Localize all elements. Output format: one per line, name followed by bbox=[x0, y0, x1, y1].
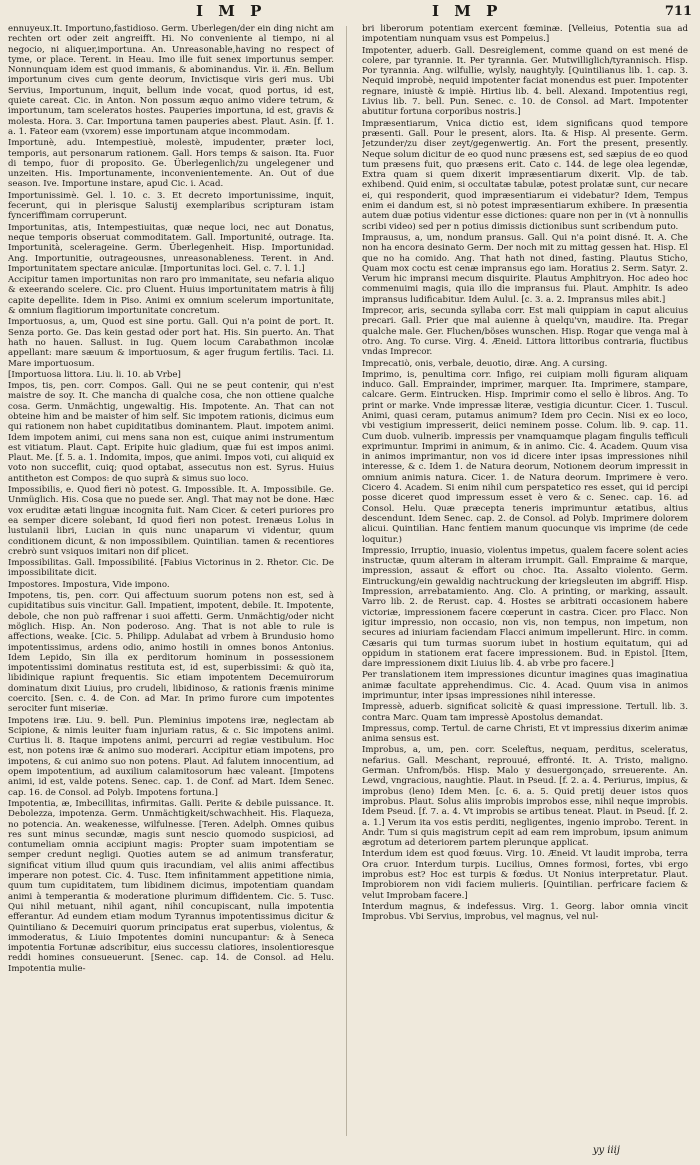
entry-importunus: ennuyeux.It. Importuno,fastidioso. Germ. Überlegen/der ein ding nicht am rechten ort oder zeit angreifft. Hi. No conveniente al tiempo, ni al negocio, ni aliquer,importuna. An. Unreasonable,having no respect of tyme, or place. Terent. in Heau. Imo ille fuit senex importunus semper. Nonnunquam idem est quod immanis, & abominandus. Vir. ii. Æn. Bellum importunum cives cum gente deorum, Invictisque viris geri mus. Ubi Servius, Importunum, inquit, bellum inde vocat, quod portus, id est, quiete careat. Cic. in Anton. Non possum æquo animo videre tetrum, & importunum, tam sceleratos hostes. Pauperies importuna, id est, gravis & molesta. Hora. 3. Car. Importuna tamen pauperies abest. Plaut. Asin. [f. 1. a. 1. Fateor eam (vxorem) esse importunam atque incommodam. bbox=[8, 24, 334, 137]
entry-imprecor: Imprecor, aris, secunda syllaba corr. Est mali quippiam in caput alicuius precari. Gall. Prier que mal auienne à quelqu'vn, maudire. Ita. Pregar qualche male. Ger. Fluchen/böses wunschen. Hisp. Rogar que venga mal à otro. Ang. To curse. Virg. 4. Æneid. Littora littoribus contraria, fluctibus vndas Imprecor. bbox=[362, 306, 688, 358]
entry-impotentia-cont: bri liberorum potentiam exercent fœminæ. [Velleius, Potentia sua ad impotentiam nunquam vsus est Pompeius.] bbox=[362, 24, 688, 45]
entry-impransus: Imprausus, a, um, nondum pransus. Gall. Qui n'a point disné. It. A. Che non ha encora desinato Germ. Der noch mit zu mittag gessen hat. Hisp. El que no ha comido. Ang. That hath not dined, fasting. Plautus Sticho, Quam mox coctu est cenæ impransus ego iam. Horatius 2. Serm. Satyr. 2. Verum hic impransi mecum disquirite. Plautus Amphitryon. Hoc adeo hoc commenuimi magis, quia illo die impransus fui. Plaut. Amphitr. Is adeo impransus ludificabitur. Idem Aulul. [c. 3. a. 2. Impransus miles abit.] bbox=[362, 232, 688, 305]
entry-impressio-translatio: Per translationem item impressiones dicuntur imagines quas imaginatiua animæ facultate apprehendimus. Cic. 4. Acad. Quum visa in animos imprimuntur, inter ipsas impressiones nihil interesse. bbox=[362, 670, 688, 701]
entry-improbus: Improbus, a, um, pen. corr. Sceleftus, nequam, perditus, sceleratus, nefarius. Gall. Meschant, reprouué, effronté. It. A. Tristo, maligno. German. Unfrom/bös. Hisp. Malo y desuergonçado, srreuerente. An. Lewd, vngracious, naughtie. Plaut. in Pseud. [f. 2. a. 4. Periurus, impius, & improbus (leno) Idem Men. [c. 6. a. 5. Quid pretij deuer istos quos improbus. Plaut. Solus aliis improbis improbos esse, nihil neque improbis. Idem Pseud. [f. 7. a. 4. Vt improbis se artibus teneat. Plaut. in Pseud. [f. 2. a. 1.] Verum ita vos estis perditi, negligentes, ingenio improbo. Terent. in Andr. Tum si quis magistrum cepit ad eam rem improbum, ipsum animum ægrotum ad deteriorem partem plerunque applicat. bbox=[362, 745, 688, 849]
entry-impressius: Impressus, comp. Tertul. de carne Christi, Et vt impressius dixerim animæ anima sensus est. bbox=[362, 723, 688, 745]
left-column bbox=[8, 24, 334, 1136]
right-column bbox=[362, 24, 688, 1136]
entry-impotenter: Impotenter, aduerb. Gall. Desreiglement, comme quand on est mené de colere, par tyrannie. It. Per tyrannia. Ger. Mutwilliglich/tyrannisch. Hisp. Por tyrannia. Ang. wilfullie, wylsly, naughtyly. [Quintilianus lib. 1. cap. 3. Nequid improbè, nequid impotenter faciat monendus est puer. Impotenter regnare, iniustè & impiè. Hirtius lib. 4. bell. Alexand. Impotentius regi, Livius lib. 7. bell. Pun. Senec. c. 10. de Consol. ad Mart. Impotenter abutitur fortuna corporibus nostris.] bbox=[362, 45, 688, 118]
entry-impressio: Impressio, Irruptio, inuasio, violentus impetus, qualem facere solent acies instructæ, quum alteram in alteram irrumpit. Gall. Empraime & marque, impression, assaut & effort ou choc. Ita. Assalto violento. Germ. Eintruckung/ein gewaldig nachtruckung der kriegsleuten im abgriff. Hisp. Impression, arrebatamiento. Ang. Clo. A printing, or marking, assault. Varro lib. 2. de Rerust. cap. 4. Hostes se arbitrati occasionem habere victoriæ, impressionem facere cœperunt in castra. Cicer. pro Flacc. Non igitur impressio, non occasio, non vis, non tempus, non impetum, non secures ad iniuriam faciendam Flacci animum impellerunt. Hirc. in comm. Cæsaris qui tum turmas suorum iubet in hostium equitatum, qui ad oppidum in stationem erat facere impressionem. Bud. in Epistol. [Item, dare impressionem dixit Liuius lib. 4. ab vrbe pro facere.] bbox=[362, 545, 688, 670]
entry-improbus-saevus: Interdum idem est quod fœuus. Virg. 10. Æneid. Vt laudit improba, terra Ora cruor. Interdum turpis. Lucilius, Omnes formosi, fortes, vbi ergo improbus est? Hoc est turpis & fœdus. Ut Nonius interpretatur. Plaut. Improbiorem non vidi faciem mulieris. [Quintilian. perfricare faciem & velut Improbam facere.] bbox=[362, 849, 688, 901]
entry-imprimo: Imprimo, is, penultima corr. Infigo, rei cuipiam molli figuram aliquam induco. Gall. Emprainder, imprimer, marquer. Ita. Imprimere, stampare, calcare. Germ. Eintrucken. Hisp. Imprimir como el sello è libros. Ang. To print or marke. Vnde impressæ literæ, vestigia dicuntur. Cicer. 1. Tuscul. Animi, quasi ceram, putamus animum? Idem pro Cecin. Nisi ex eo loco, vbi vestigium impresserit, deiici neminem posse. Colum. lib. 9. cap. 11. Cum duob. vulnerib. impressis per vnamquamque plagam fingulis tefficuli exprimuntur. Imprimi in animum, & in animo. Cic. 4. Academ. Quum visa in animos imprimantur, non vos id dicere inter ipsas impressiones nihil interesse, & c. Idem 1. de Natura deorum, Notionem deorum impressit in omnium animis natura. Cicer. 1. de Natura deorum. Imprimere è vero. Cicero 4. Academ. Si enim nihil cum perspatetico res esset, qui id percipi posse diceret quod impressum esset è vero & c. Senec. cap. 16. ad Consol. Helu. Quæ præcepta teneris imprimuntur ætatibus, altius descendunt. Idem Senec. cap. 2. de Consol. ad Polyb. Imprimere dolorem alicui. Quintilian. Hanc fentiem manum quocunque vis imprime (de cede loquitur.) bbox=[362, 369, 688, 545]
entry-impos: Impos, tis, pen. corr. Compos. Gall. Qui ne se peut contenir, qui n'est maistre de soy. It. Che mancha di qualche cosa, che non ottiene qualche cosa. Germ. Unmächtig, ungewaltig. His. Impotente. An. That can not obteine him and be maister of him self. Sic impotem rationis, dicimus eum qui rationem non habet cupiditatibus dominantem. Plaut. impotem animi. Idem impotem animi, cui mens sana non est, cuique animi instrumentum est vitiatum. Plaut. Capt. Eripite huic gladium, quæ fui est impos animi. Plaut. Me. [f. 5. a. 1. Indomita, impos, que animi. Impos voti, cui aliquid ex voto non succeflit, cuiq; quod optabat, assecutus non est. Syrus. Huius antitheton est Compos: de quo suprà & simus suo loco. bbox=[8, 381, 334, 484]
entry-imprecatio: Imprecatiò, onis, verbale, deuotio, diræ. Ang. A cursing. bbox=[362, 358, 608, 369]
running-header bbox=[0, 2, 700, 24]
entry-impossibilitas: Impossibilitas. Gall. Impossibilité. [Fabius Victorinus in 2. Rhetor. Cic. De impossibilitate dicit. bbox=[8, 558, 334, 579]
signature-mark: yy iiij bbox=[592, 1145, 620, 1156]
entry-impossibilis: Impossibilis, e. Quod fieri nò potest. G. Impossible. It. A. Impossibile. Ge. Unmüglich. His. Cosa que no puede ser. Angl. That may not be done. Hæc vox eruditæ ætati linguæ incognita fuit. Nam Cicer. & ceteri puriores pro ea semper dicere solebant, Id quod fieri non potest. Irenæus Lolus in lustulanii libri, Lucian in quis nunc unaparum vi videntur, quum conditionem dicunt, & non impossibilem. Quintilian. tamen & recentiores crebrò sunt vsiquos imitari non dif plicet. bbox=[8, 485, 334, 557]
page-number: 711 bbox=[664, 4, 692, 19]
entry-impotens-irae: Impotens iræ. Liu. 9. bell. Pun. Pleminius impotens iræ, neglectam ab Scipione, & nimis leuiter fuam injuriam ratus, & c. Sic impotens animi. Curtius li. 8. Itaque impotens animi, percurri ad regiæ vestibulum. Hoc est, non potens iræ & animo suo moderari. Accipitur etiam impotens, pro impotens, & cui animo suo non potens. Plaut. Ad falutem innocentium, ad opem impotentium, ad auxilium calamitosorum hæc valeant. [Impotens animi, id est, valde potens. Senec. cap. 1. de Conf. ad Mart. Idem Senec. cap. 16. de Consol. ad Polyb. Impotens fortuna.] bbox=[8, 715, 334, 798]
entry-importune: Importunè, adu. Intempestiuè, molestè, impudenter, præter loci, temporis, aut personarum rationem. Gall. Hors temps & saison. Ita. Fuor di tempo, fuor di proposito. Ge. Überlegenlich/zu ungelegener und unzeiten. His. Importunamente, inconvenientemente. An. Out of due season. Ive. Importune instare, apud Cic. i. Acad. bbox=[8, 138, 334, 190]
entry-importunitas: Importunitas, atis, Intempestiuitas, quæ neque loci, nec aut Donatus, neque temporis obseruat commoditatem. Gall. Importunité, outrage. Ita. Importunità, scelerageine. Germ. Überlegenheit. Hisp. Importunidad. Ang. Importunitie, outrageousnes, unreasonableness. Terent. in And. Importunitatem spectare aniculæ. [Importunitas loci. Gel. c. 7. l. 1.] bbox=[8, 222, 334, 274]
entry-impresse: Impressè, aduerb. significat solicitè & quasi impressione. Tertull. lib. 3. contra Marc. Quam tam impressè Apostolus demandat. bbox=[362, 702, 688, 723]
entry-impraesentiarum: Impræsentiarum, Vnica dictio est, idem significans quod tempore præsenti. Gall. Pour le present, alors. Ita. & Hisp. Al presente. Germ. Jetzunder/zu diser zeyt/gegenwertig. An. Fort the present, presently. Neque solum dicitur de eo quod nunc præsens est, sed sæpius de eo quod tum præsens fuit, quo præsens erit. Cato c. 144. de lege olea legendæ, Extra quam si quem dixerit impræsentiarum dixerit. Vlp. de tab. exhibend. Quid enim, si occultatæ tabulæ, potest prolatæ sunt, cur necare ei, qui responderit, quod impræsentiarum ei videbatur? Idem, Tempus enim ei dandum est, si nò potest impræsentiarum exhibere. In præsentia autem duæ potius videntur esse dictiones: quare non per in (vt à nonnullis scribi video) sed per n potius dimissis dictionibus sunt scribendum puto. bbox=[362, 118, 688, 232]
entry-improbus-magnus: Interdum magnus, & indefessus. Virg. 1. Georg. labor omnia vincit Improbus. Vbi Servius, improbus, vel magnus, vel nul- bbox=[362, 901, 688, 923]
entry-importunissime: Importunissimè. Gel. l. 10. c. 3. Et decreto importunissime, inquit, fecerunt, qui in plerisque Salustij exemplaribus scripturam istam fynceriffimam corruperunt. bbox=[8, 190, 334, 222]
entry-impotens: Impotens, tis, pen. corr. Qui affectuum suorum potens non est, sed à cupiditatibus suis vincitur. Gall. Impatient, impotent, debile. It. Impotente, debole, che non può raffrenar i suoi affetti. Germ. Unmächtig/oder nicht möglich. Hisp. An. Non poderoso. Ang. That is not able to rule is affections, weake. [Cic. 5. Philipp. Adulabat ad vrbem à Brundusio homo impotentissimus, ardens odio, animo hostili in omnes bonos Antonius. Idem Lepido, Sin illa ex perditorum hominum in possessionem impotentissimi dominatus restituta est, id est, superbissimi: & quò ita, libidinique rapiunt frequentis. Sic etiam impotentem Decemuirorum dominatum dixit Liuius, pro crudeli, libidinoso, & rationis frænis minime coercito. [Sen. c. 4. de Con. ad Mar. In primo furore cum impotentes serociter funt miseriæ. bbox=[8, 591, 334, 715]
entry-impotentia: Impotentia, æ, Imbecillitas, infirmitas. Galli. Perite & debile puissance. It. Debolezza, impotenza. Germ. Unmächtigkeit/schwachheit. His. Flaqueza, no potencia. An. weakenesse, wilfulnesse. [Teren. Adelph. Omnes quibus res sunt minus secundæ, magis sunt nescio quomodo suspiciosi, ad contumeliam omnia accipiunt magis: Propter suam impotentiam se semper credunt negligi. Quoties autem se ad animum transferatur, significat vitium illud quum quis iracundiam, vel aliis animi affectibus imperare non potest. Cic. 4. Tusc. Item infinitamment appetitione nimia, quum tum cupiditatem, tum libidinem dicimus, impotentiam quandam animi à temperantia & moderatione plurimum diffidentem. Cic. 5. Tusc. Qui nihil metuant, nihil agant, nihil concupiscant, nulla impotentia efferantur. Ad eundem etiam modum Tyrannus impotentissimus dicitur & Quintiliano & Decemuiri quorum principatus erat superbus, violentus, & immoderatus, & Liuio Impotentes domini nuncupantur: & à Seneca impotentia Fortunæ adscribitur, eius successu clatiores, insolentioresque reddi homines consueuerunt. [Senec. cap. 14. de Consol. ad Helu. Impotentia mulie- bbox=[8, 798, 334, 974]
header-right: I M P bbox=[432, 2, 503, 20]
header-left: I M P bbox=[196, 2, 267, 20]
entry-impostores: Impostores. Impostura, Vide impono. bbox=[8, 579, 170, 590]
column-divider bbox=[346, 26, 347, 1136]
entry-importuosa-littora: [Importuosa littora. Liu. li. 10. ab Vrbe] bbox=[8, 369, 181, 380]
entry-importuosus: Importuosus, a, um, Quod est sine portu. Gall. Qui n'a point de port. It. Senza porto. Ge. Das kein gestad oder port hat. His. Sin puerto. An. That hath no hauen. Sallust. in Iug. Quem locum Carabathmon incolæ appellant: mare sæuum & importuosum, & ager frugum fertilis. Taci. Li. Mare importuosum. bbox=[8, 317, 334, 369]
entry-importunitas-sense: Accipitur tamen importunitas non raro pro immanitate, seu nefaria aliquo & exeerando scelere. Cic. pro Cluent. Huius importunitatem matris à filij capite depellite. Idem in Piso. Animi ex omnium scelerum importunitate, & omnium flagitiorum importunitate concretum. bbox=[8, 275, 334, 317]
